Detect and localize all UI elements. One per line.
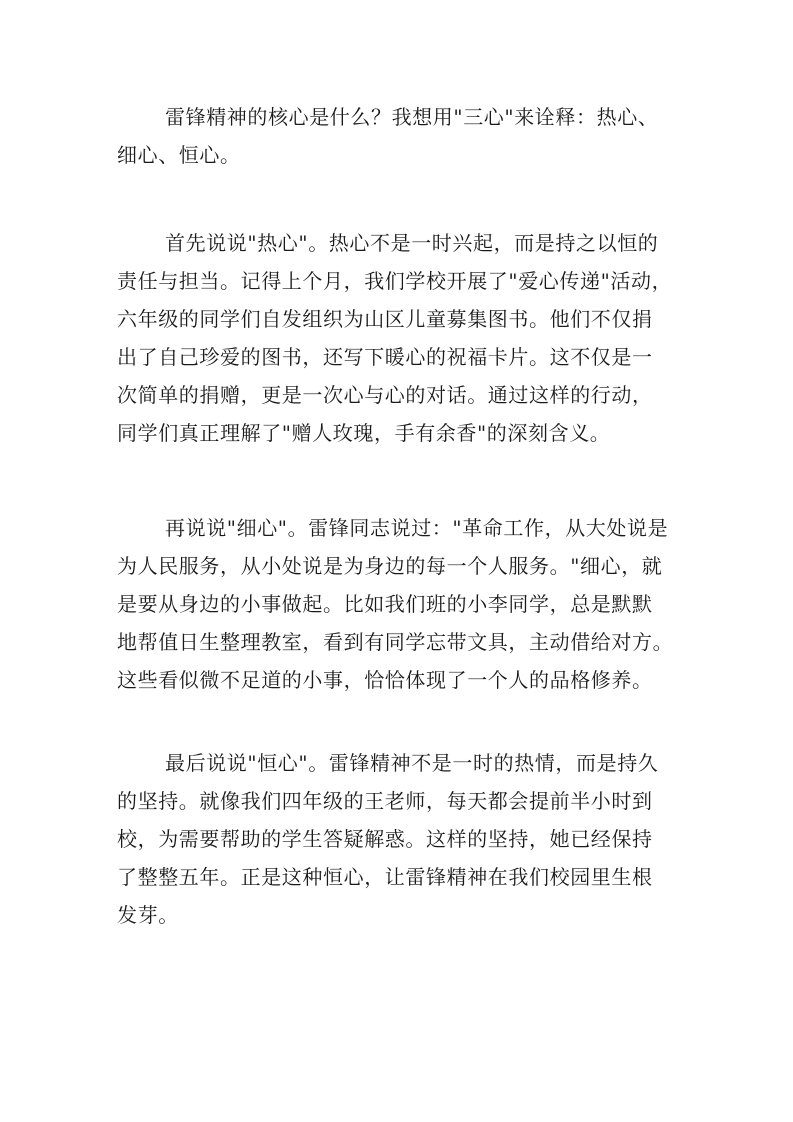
paragraph-warm-heart <box>117 224 677 452</box>
paragraph-line: 首先说说"热心"。热心不是一时兴起，而是持之以恒的 <box>165 231 659 255</box>
paragraph-line: 出了自己珍爱的图书，还写下暖心的祝福卡片。这不仅是一 <box>117 345 653 369</box>
paragraph-line: 了整整五年。正是这种恒心，让雷锋精神在我们校园里生根 <box>117 865 653 889</box>
paragraph-persistent-heart <box>117 744 677 934</box>
paragraph-line: 校，为需要帮助的学生答疑解惑。这样的坚持，她已经保持 <box>117 827 653 851</box>
paragraph-line: 是要从身边的小事做起。比如我们班的小李同学，总是默默 <box>117 592 653 616</box>
paragraph-line: 这些看似微不足道的小事，恰恰体现了一个人的品格修养。 <box>117 668 653 692</box>
paragraph-line: 雷锋精神的核心是什么？我想用"三心"来诠释：热心、 <box>165 105 659 129</box>
paragraph-line: 为人民服务，从小处说是为身边的每一个人服务。"细心，就 <box>117 554 663 578</box>
paragraph-line: 的坚持。就像我们四年级的王老师，每天都会提前半小时到 <box>117 789 653 813</box>
paragraph-line: 最后说说"恒心"。雷锋精神不是一时的热情，而是持久 <box>165 751 659 775</box>
paragraph-line: 次简单的捐赠，更是一次心与心的对话。通过这样的行动， <box>117 383 653 407</box>
paragraph-line: 发芽。 <box>117 903 179 927</box>
paragraph-line: 地帮值日生整理教室，看到有同学忘带文具，主动借给对方。 <box>117 630 674 654</box>
paragraph-careful-heart <box>117 509 677 699</box>
paragraph-line: 同学们真正理解了"赠人玫瑰，手有余香"的深刻含义。 <box>117 421 611 445</box>
paragraph-line: 责任与担当。记得上个月，我们学校开展了"爱心传递"活动， <box>117 269 673 293</box>
paragraph-core-question <box>117 98 677 174</box>
paragraph-line: 再说说"细心"。雷锋同志说过："革命工作，从大处说是 <box>165 516 669 540</box>
paragraph-line: 六年级的同学们自发组织为山区儿童募集图书。他们不仅捐 <box>117 307 653 331</box>
paragraph-line: 细心、恒心。 <box>117 143 241 167</box>
